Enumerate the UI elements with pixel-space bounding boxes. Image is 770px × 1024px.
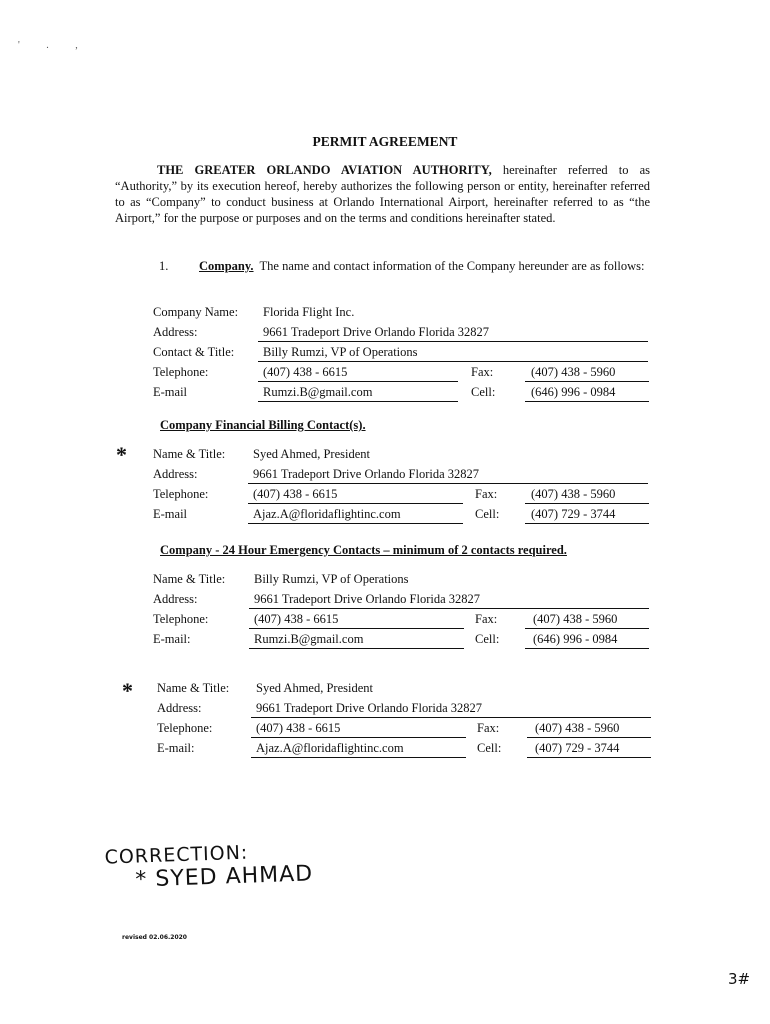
billing-phone-label: Telephone:	[153, 487, 209, 501]
emergency1-fax-label: Fax:	[475, 612, 498, 626]
company-name-label: Company Name:	[153, 305, 239, 319]
emergency1-email-label: E-mail:	[153, 632, 191, 646]
billing-cell-value: (407) 729 - 3744	[531, 507, 616, 521]
emergency1-phone-value: (407) 438 - 6615	[254, 612, 339, 626]
scan-specks: ' . ,	[18, 40, 90, 51]
company-contact-value: Billy Rumzi, VP of Operations	[263, 345, 418, 359]
intro-paragraph	[115, 162, 650, 226]
company-fax-label: Fax:	[471, 365, 494, 379]
revision-stamp: revised 02.06.2020	[122, 934, 187, 941]
correction-line-1: CORRECTION:	[104, 841, 249, 869]
billing-email-row	[153, 505, 653, 525]
emergency2-email-row	[153, 739, 653, 759]
company-contact-row	[153, 343, 653, 363]
billing-fax-value: (407) 438 - 5960	[531, 487, 616, 501]
correction-line-2: * SYED AHMAD	[135, 861, 314, 893]
billing-name-label: Name & Title:	[153, 447, 226, 461]
emergency2-name-label: Name & Title:	[157, 681, 230, 695]
billing-heading: Company Financial Billing Contact(s).	[160, 418, 366, 432]
emergency-contact-2	[153, 679, 653, 759]
company-email-label: E-mail	[153, 385, 188, 399]
billing-contact-block	[153, 445, 653, 525]
company-name-value: Florida Flight Inc.	[263, 305, 355, 319]
authority-name: THE GREATER ORLANDO AVIATION AUTHORITY,	[157, 163, 492, 177]
billing-star-mark: *	[116, 442, 127, 467]
emergency2-address-value: 9661 Tradeport Drive Orlando Florida 32827	[256, 701, 483, 715]
billing-address-value: 9661 Tradeport Drive Orlando Florida 32827	[253, 467, 480, 481]
billing-email-value: Ajaz.A@floridaflightinc.com	[253, 507, 401, 521]
emergency1-email-value: Rumzi.B@gmail.com	[254, 632, 364, 646]
billing-email-label: E-mail	[153, 507, 188, 521]
company-address-label: Address:	[153, 325, 198, 339]
section-1-heading: Company.	[199, 259, 254, 273]
emergency1-address-label: Address:	[153, 592, 198, 606]
company-email-value: Rumzi.B@gmail.com	[263, 385, 373, 399]
emergency-contact-1	[153, 570, 653, 650]
page-title: PERMIT AGREEMENT	[312, 134, 458, 149]
company-name-row	[153, 303, 653, 323]
billing-address-label: Address:	[153, 467, 198, 481]
emergency1-cell-label: Cell:	[475, 632, 500, 646]
emergency-heading: Company - 24 Hour Emergency Contacts – minimum of 2 contacts required.	[160, 543, 567, 557]
emergency1-fax-value: (407) 438 - 5960	[533, 612, 618, 626]
billing-cell-label: Cell:	[475, 507, 500, 521]
company-contact-label: Contact & Title:	[153, 345, 235, 359]
emergency1-email-row	[153, 630, 653, 650]
page-number: 3#	[728, 970, 751, 988]
billing-phone-value: (407) 438 - 6615	[253, 487, 338, 501]
emergency2-cell-value: (407) 729 - 3744	[535, 741, 620, 755]
emergency1-name-value: Billy Rumzi, VP of Operations	[254, 572, 409, 586]
emergency1-name-row	[153, 570, 653, 590]
emergency2-phone-label: Telephone:	[157, 721, 213, 735]
section-1	[115, 258, 650, 274]
emergency1-cell-value: (646) 996 - 0984	[533, 632, 618, 646]
emergency1-address-row	[153, 590, 653, 610]
emergency2-address-label: Address:	[157, 701, 202, 715]
emergency2-fax-label: Fax:	[477, 721, 500, 735]
emergency2-email-label: E-mail:	[157, 741, 195, 755]
emergency2-name-value: Syed Ahmed, President	[256, 681, 374, 695]
emergency2-star-mark: *	[122, 678, 133, 703]
billing-phone-row	[153, 485, 653, 505]
billing-name-value: Syed Ahmed, President	[253, 447, 371, 461]
emergency1-phone-label: Telephone:	[153, 612, 209, 626]
emergency2-fax-value: (407) 438 - 5960	[535, 721, 620, 735]
company-fax-value: (407) 438 - 5960	[531, 365, 616, 379]
billing-address-row	[153, 465, 653, 485]
section-1-number: 1.	[159, 259, 169, 273]
emergency1-address-value: 9661 Tradeport Drive Orlando Florida 32827	[254, 592, 481, 606]
emergency2-name-row	[153, 679, 653, 699]
company-cell-label: Cell:	[471, 385, 496, 399]
intro-text: hereinafter referred to as “Authority,” by its execution hereof, hereby authorizes the following person or entity, hereinafter referred to as “Company” to conduct business at Orlando International Airport, hereinafter referred to as “the Airport,” for the purpose or purposes and on the terms and conditions hereinafter stated.	[115, 163, 651, 225]
company-phone-label: Telephone:	[153, 365, 209, 379]
emergency2-phone-row	[153, 719, 653, 739]
company-address-value: 9661 Tradeport Drive Orlando Florida 32827	[263, 325, 490, 339]
handwritten-correction	[104, 838, 313, 893]
emergency2-phone-value: (407) 438 - 6615	[256, 721, 341, 735]
emergency2-cell-label: Cell:	[477, 741, 502, 755]
emergency1-phone-row	[153, 610, 653, 630]
company-cell-value: (646) 996 - 0984	[531, 385, 616, 399]
billing-name-row	[153, 445, 653, 465]
company-address-row	[153, 323, 653, 343]
emergency1-name-label: Name & Title:	[153, 572, 226, 586]
company-phone-row	[153, 363, 653, 383]
emergency2-email-value: Ajaz.A@floridaflightinc.com	[256, 741, 404, 755]
billing-fax-label: Fax:	[475, 487, 498, 501]
section-1-text: The name and contact information of the Company hereunder are as follows:	[259, 259, 645, 273]
company-email-row	[153, 383, 653, 403]
emergency2-address-row	[153, 699, 653, 719]
company-info-block	[153, 303, 653, 403]
company-phone-value: (407) 438 - 6615	[263, 365, 348, 379]
